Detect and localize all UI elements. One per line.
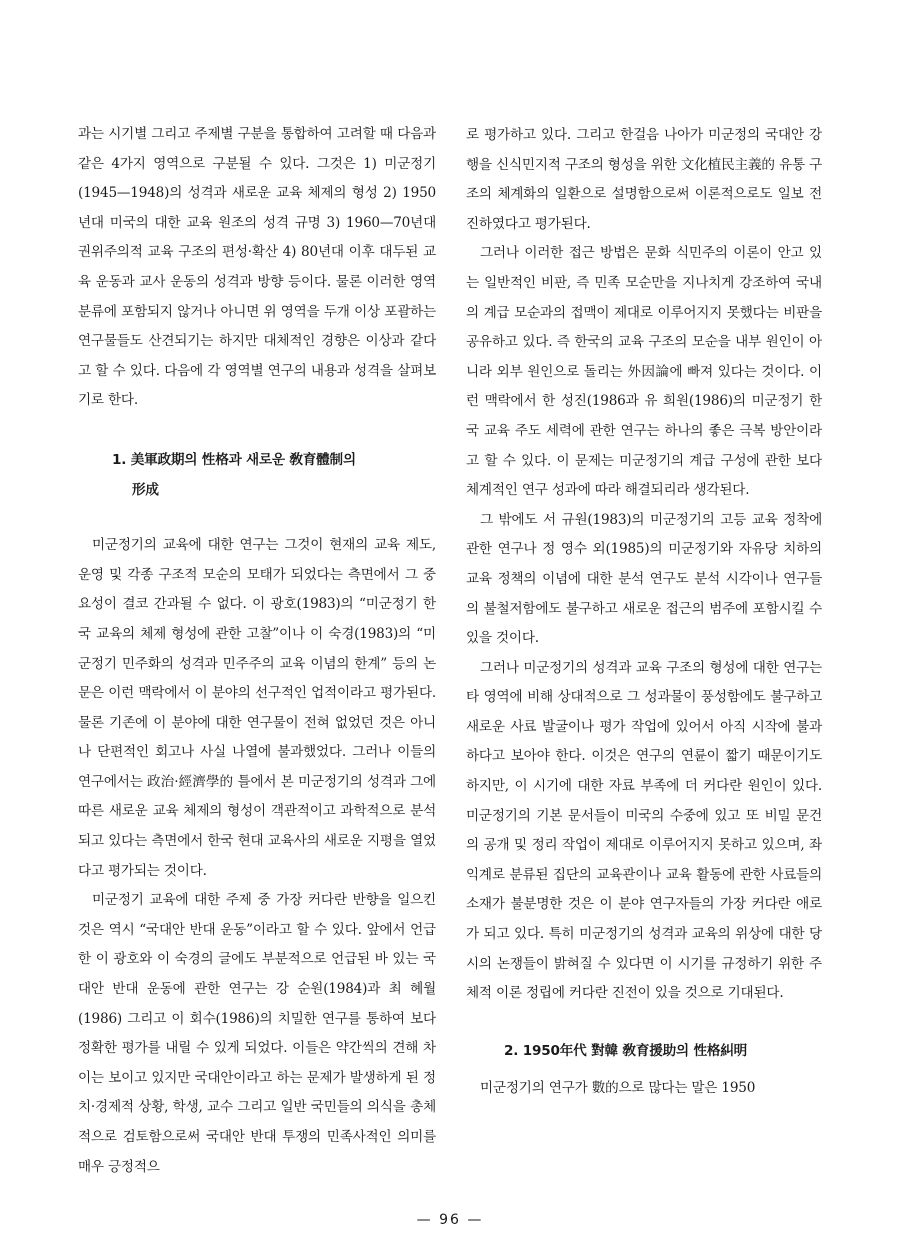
section-heading-1 (78, 416, 436, 531)
paragraph: 그러나 미군정기의 성격과 교육 구조의 형성에 대한 연구는 타 영역에 비해 상대적으로 그 성과물이 풍성함에도 불구하고 새로운 사료 발굴이나 평가 작업에 있어서 아직 시작에 불과하다고 보아야 한다. 이것은 연구의 연륜이 짧기 때문이기도 하지만, 이 시기에 대한 자료 부족에 더 커다란 원인이 있다. 미군정기의 기본 문서들이 미국의 수중에 있고 또 비밀 문건의 공개 및 정리 작업이 제대로 이루어지지 못하고 있으며, 좌익계로 분류된 집단의 교육관이나 교육 활동에 관한 사료들의 소재가 불분명한 것은 이 분야 연구자들의 가장 커다란 애로가 되고 있다. 특히 미군정기의 성격과 교육의 위상에 대한 당시의 논쟁들이 밝혀질 수 있다면 이 시기를 규정하기 위한 주체적 이론 정립에 커다란 진전이 있을 것으로 기대된다. (466, 659, 822, 1002)
page-number: — 96 — (416, 1212, 484, 1228)
section-heading-2: 2. 1950年代 對韓 敎育援助의 性格糾明 (504, 1042, 748, 1059)
paragraph: 과는 시기별 그리고 주제별 구분을 통합하여 고려할 때 다음과 같은 4가지 영역으로 구분될 수 있다. 그것은 1) 미군정기(1945—1948)의 성격과 새로운 교육 체제의 형성 2) 1950년대 미국의 대한 교육 원조의 성격 규명 3) 1960—70년대 권위주의적 교육 구조의 편성·확산 4) 80년대 이후 대두된 교육 운동과 교사 운동의 성격과 방향 등이다. 물론 이러한 영역 분류에 포함되지 않거나 아니면 위 영역을 두개 이상 포괄하는 연구물들도 산견되기는 하지만 대체적인 경향은 이상과 같다고 할 수 있다. 다음에 각 영역별 연구의 내용과 성격을 살펴보기로 한다. (78, 126, 436, 409)
paragraph: 미군정기 교육에 대한 주제 중 가장 커다란 반향을 일으킨 것은 역시 “국대안 반대 운동”이라고 할 수 있다. 앞에서 언급한 이 광호와 이 숙경의 글에도 부분적으로 언급된 바 있는 국대안 반대 운동에 관한 연구는 강 순원(1984)과 최 혜월(1986) 그리고 이 회수(1986)의 치밀한 연구를 통하여 보다 정확한 평가를 내릴 수 있게 되었다. 이들은 약간씩의 견해 차이는 보이고 있지만 국대안이라고 하는 문제가 발생하게 된 정치·경제적 상황, 학생, 교수 그리고 일반 국민들의 의식을 총체적으로 검토함으로써 국대안 반대 투쟁의 민족사적인 의미를 매우 긍정적으 (78, 892, 436, 1175)
left-column (78, 120, 436, 1182)
paragraph: 미군정기의 교육에 대한 연구는 그것이 현재의 교육 제도, 운영 및 각종 구조적 모순의 모태가 되었다는 측면에서 그 중요성이 결코 간과될 수 없다. 이 광호(1983)의 “미군정기 한국 교육의 체제 형성에 관한 고찰”이나 이 숙경(1983)의 “미군정기 민주화의 성격과 민주주의 교육 이념의 한계” 등의 논문은 이런 맥락에서 이 분야의 선구적인 업적이라고 평가된다. 물론 기존에 이 분야에 대한 연구물이 전혀 없었던 것은 아니나 단편적인 회고나 사실 나열에 불과했었다. 그러나 이들의 연구에서는 政治·經濟學的 틀에서 본 미군정기의 성격과 그에 따른 새로운 교육 체제의 형성이 객관적이고 과학적으로 분석되고 있다는 측면에서 한국 현대 교육사의 새로운 지평을 열었다고 평가되는 것이다. (78, 537, 436, 879)
paragraph: 그러나 이러한 접근 방법은 문화 식민주의 이론이 안고 있는 일반적인 비판, 즉 민족 모순만을 지나치게 강조하여 국내의 계급 모순과의 접맥이 제대로 이루어지지 못했다는 비판을 공유하고 있다. 즉 한국의 교육 구조의 모순을 내부 원인이 아니라 외부 원인으로 돌리는 外因論에 빠져 있다는 것이다. 이런 맥락에서 한 성진(1986과 유 희원(1986)의 미군정기 한국 교육 주도 세력에 관한 연구는 하나의 좋은 극복 방안이라고 할 수 있다. 이 문제는 미군정기의 계급 구성에 관한 보다 체계적인 연구 성과에 따라 해결되리라 생각된다. (466, 245, 822, 499)
right-column (466, 121, 822, 1104)
section-heading-1-line1: 1. 美軍政期의 性格과 새로운 敎育體制의 (112, 451, 356, 468)
paragraph: 미군정기의 연구가 數的으로 많다는 말은 1950 (480, 1080, 756, 1097)
section-heading-1-line2: 形成 (132, 481, 159, 498)
paragraph: 로 평가하고 있다. 그리고 한걸음 나아가 미군정의 국대안 강행을 신식민지적 구조의 형성을 위한 文化植民主義的 유통 구조의 체계화의 일환으로 설명함으로써 이론적으로도 일보 전진하였다고 평가된다. (466, 127, 822, 232)
paragraph: 그 밖에도 서 규원(1983)의 미군정기의 고등 교육 정착에 관한 연구나 정 영수 외(1985)의 미군정기와 자유당 치하의 교육 정책의 이념에 대한 분석 연구도 분석 시각이나 연구들의 불철저함에도 불구하고 새로운 접근의 범주에 포함시킬 수 있을 것이다. (466, 511, 822, 647)
